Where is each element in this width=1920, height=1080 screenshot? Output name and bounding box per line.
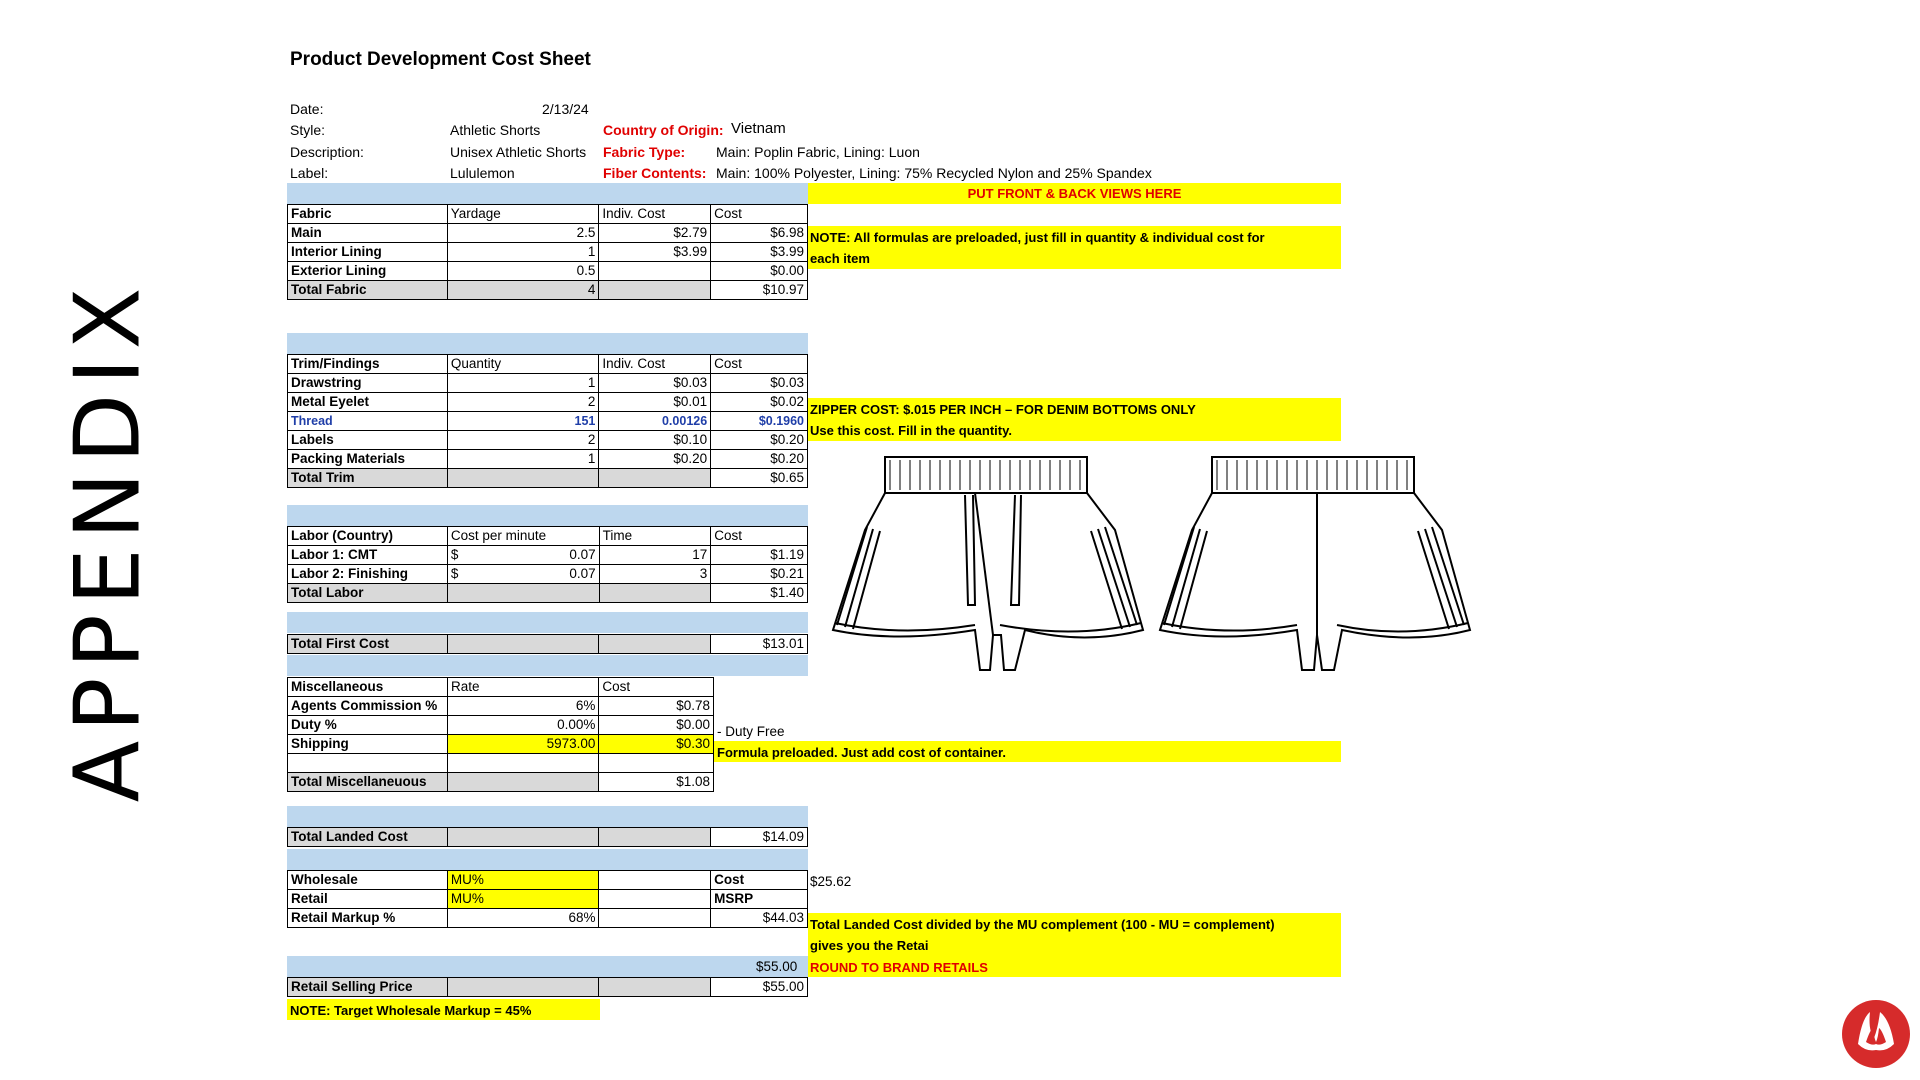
cell	[447, 773, 598, 792]
cell: 1	[447, 243, 599, 262]
cost-header: Cost	[711, 205, 808, 224]
row-label: Total Labor	[288, 584, 448, 603]
cell: $3.99	[599, 243, 711, 262]
cell	[447, 546, 599, 565]
cell: 3	[599, 565, 711, 584]
total-row	[288, 469, 808, 488]
cell: $0.02	[711, 393, 808, 412]
fabric-type-value: Main: Poplin Fabric, Lining: Luon	[716, 144, 920, 160]
wholesale-cost-value: $25.62	[810, 874, 852, 889]
row-label: Duty %	[288, 716, 448, 735]
cell: 0.5	[447, 262, 599, 281]
date-label: Date:	[290, 101, 324, 117]
row-label: Total Trim	[288, 469, 448, 488]
cell	[447, 584, 599, 603]
indiv-cost-header: Indiv. Cost	[599, 355, 711, 374]
currency-symbol: $	[450, 547, 459, 562]
row-label: Metal Eyelet	[288, 393, 448, 412]
table-row	[288, 697, 714, 716]
yardage-header: Yardage	[447, 205, 599, 224]
row-label: Thread	[288, 412, 448, 431]
cell	[447, 565, 599, 584]
fabric-table	[287, 204, 808, 300]
zipper-note: ZIPPER COST: $.015 PER INCH – FOR DENIM BOTTOMS ONLY	[810, 402, 1196, 417]
table-row	[288, 224, 808, 243]
cell	[447, 978, 599, 997]
cell: $0.1960	[711, 412, 808, 431]
cell: MSRP	[711, 890, 808, 909]
cell: MU%	[447, 871, 599, 890]
views-note: PUT FRONT & BACK VIEWS HERE	[967, 186, 1182, 201]
cell: $55.00	[711, 978, 808, 997]
cell: $0.20	[711, 431, 808, 450]
cell: 1	[447, 374, 599, 393]
cell	[599, 828, 711, 847]
table-row	[288, 716, 714, 735]
table-row	[288, 890, 808, 909]
separator-band	[287, 505, 808, 526]
currency-symbol: $	[450, 566, 459, 581]
cell	[288, 754, 448, 773]
misc-header: Miscellaneous	[288, 678, 448, 697]
shorts-front-sketch	[825, 455, 1150, 675]
cell: 1	[447, 450, 599, 469]
table-row	[288, 735, 714, 754]
indiv-cost-header: Indiv. Cost	[599, 205, 711, 224]
table-row	[288, 909, 808, 928]
fabric-type-label: Fabric Type:	[603, 144, 686, 160]
cell: 2	[447, 393, 599, 412]
cell: $0.20	[599, 450, 711, 469]
separator-band	[287, 183, 808, 204]
total-row	[288, 281, 808, 300]
labor-header: Labor (Country)	[288, 527, 448, 546]
cell: $1.40	[711, 584, 808, 603]
total-row	[288, 773, 714, 792]
cell: $1.19	[711, 546, 808, 565]
cell	[599, 469, 711, 488]
selling-price-table	[287, 977, 808, 997]
misc-table	[287, 677, 714, 792]
fiber-contents-value: Main: 100% Polyester, Lining: 75% Recycled Nylon and 25% Spandex	[716, 165, 1152, 181]
cell: $0.00	[711, 262, 808, 281]
cell: 2.5	[447, 224, 599, 243]
row-label: Total Fabric	[288, 281, 448, 300]
cell	[599, 262, 711, 281]
lululemon-logo-icon	[1840, 998, 1912, 1070]
row-label: Shipping	[288, 735, 448, 754]
row-label: Wholesale	[288, 871, 448, 890]
row-label: Labels	[288, 431, 448, 450]
landed-cost-table	[287, 827, 808, 847]
cell	[447, 635, 599, 654]
fabric-header: Fabric	[288, 205, 448, 224]
quantity-header: Quantity	[447, 355, 599, 374]
cell: $0.78	[599, 697, 714, 716]
date-value: 2/13/24	[542, 101, 589, 117]
cell	[599, 909, 711, 928]
cell: $44.03	[711, 909, 808, 928]
cell: 4	[447, 281, 599, 300]
thread-note: Use this cost. Fill in the quantity.	[810, 423, 1013, 438]
table-row	[288, 871, 808, 890]
cell: $14.09	[711, 828, 808, 847]
row-label: Exterior Lining	[288, 262, 448, 281]
table-row	[288, 393, 808, 412]
table-row	[288, 412, 808, 431]
row-label: Total Miscellaneuous	[288, 773, 448, 792]
cost-header: Cost	[711, 527, 808, 546]
cell	[599, 978, 711, 997]
cell: Cost	[711, 871, 808, 890]
rate-value: 0.07	[569, 547, 596, 562]
table-row	[288, 374, 808, 393]
first-cost-table	[287, 634, 808, 654]
row-label: Agents Commission %	[288, 697, 448, 716]
sheet-title: Product Development Cost Sheet	[290, 49, 591, 70]
cell: 2	[447, 431, 599, 450]
rounded-price: $55.00	[756, 959, 798, 974]
pricing-table	[287, 870, 808, 928]
row-label: Labor 2: Finishing	[288, 565, 448, 584]
separator-band	[287, 333, 808, 354]
total-row	[288, 828, 808, 847]
separator-band	[287, 956, 808, 977]
origin-label: Country of Origin:	[603, 122, 724, 138]
row-label: Retail	[288, 890, 448, 909]
cell	[599, 871, 711, 890]
round-note: ROUND TO BRAND RETAILS	[810, 960, 988, 975]
description-label: Description:	[290, 144, 364, 160]
label-label: Label:	[290, 165, 329, 181]
fiber-contents-label: Fiber Contents:	[603, 165, 707, 181]
row-label: Total First Cost	[288, 635, 448, 654]
cell: $0.20	[711, 450, 808, 469]
row-label: Interior Lining	[288, 243, 448, 262]
labor-table	[287, 526, 808, 603]
cell	[447, 828, 599, 847]
table-row	[288, 546, 808, 565]
cell: 5973.00	[447, 735, 598, 754]
cell: 17	[599, 546, 711, 565]
cell: 0.00126	[599, 412, 711, 431]
cell: 151	[447, 412, 599, 431]
cell	[447, 754, 598, 773]
table-row	[288, 262, 808, 281]
row-label: Labor 1: CMT	[288, 546, 448, 565]
time-header: Time	[599, 527, 711, 546]
cell: $0.21	[711, 565, 808, 584]
total-row	[288, 978, 808, 997]
target-note: NOTE: Target Wholesale Markup = 45%	[290, 1003, 532, 1018]
row-label: Packing Materials	[288, 450, 448, 469]
row-label: Retail Markup %	[288, 909, 448, 928]
cell	[599, 635, 711, 654]
row-label: Drawstring	[288, 374, 448, 393]
cell: 6%	[447, 697, 598, 716]
formula-note-line1: NOTE: All formulas are preloaded, just fill in quantity & individual cost for	[810, 230, 1265, 245]
row-label: Main	[288, 224, 448, 243]
cost-header: Cost	[711, 355, 808, 374]
cell: 0.00%	[447, 716, 598, 735]
cell: $6.98	[711, 224, 808, 243]
cell	[599, 584, 711, 603]
style-value: Athletic Shorts	[450, 122, 541, 138]
duty-free-note: - Duty Free	[717, 724, 785, 739]
cost-per-minute-header: Cost per minute	[447, 527, 599, 546]
cell: MU%	[447, 890, 599, 909]
cell: 68%	[447, 909, 599, 928]
shorts-back-sketch	[1152, 455, 1477, 675]
formula-note-line2: each item	[810, 251, 870, 266]
rate-header: Rate	[447, 678, 598, 697]
cell: $2.79	[599, 224, 711, 243]
mu-note-line2: gives you the Retai	[810, 938, 929, 953]
separator-band	[287, 655, 808, 676]
cost-header: Cost	[599, 678, 714, 697]
cell	[447, 469, 599, 488]
cell: $0.03	[599, 374, 711, 393]
cell: $0.30	[599, 735, 714, 754]
separator-band	[287, 849, 808, 870]
table-row	[288, 450, 808, 469]
separator-band	[287, 612, 808, 633]
total-row	[288, 635, 808, 654]
table-row	[288, 243, 808, 262]
cell: $3.99	[711, 243, 808, 262]
cell: $13.01	[711, 635, 808, 654]
origin-value: Vietnam	[731, 120, 786, 137]
style-label: Style:	[290, 122, 326, 138]
separator-band	[287, 806, 808, 827]
rate-value: 0.07	[569, 566, 596, 581]
label-value: Lululemon	[450, 165, 515, 181]
shipping-note: Formula preloaded. Just add cost of container.	[717, 745, 1006, 760]
cell: $10.97	[711, 281, 808, 300]
trim-header: Trim/Findings	[288, 355, 448, 374]
cell: $0.65	[711, 469, 808, 488]
cell	[599, 890, 711, 909]
appendix-heading: APPENDIX	[55, 278, 161, 802]
total-row	[288, 584, 808, 603]
table-row	[288, 754, 714, 773]
mu-note-line1: Total Landed Cost divided by the MU complement (100 - MU = complement)	[810, 917, 1275, 932]
table-row	[288, 565, 808, 584]
row-label: Total Landed Cost	[288, 828, 448, 847]
cell: $0.01	[599, 393, 711, 412]
description-value: Unisex Athletic Shorts	[450, 144, 587, 160]
cell: $0.03	[711, 374, 808, 393]
cell	[599, 281, 711, 300]
cell: $0.00	[599, 716, 714, 735]
cell: $1.08	[599, 773, 714, 792]
row-label: Retail Selling Price	[288, 978, 448, 997]
trim-table	[287, 354, 808, 488]
cell: $0.10	[599, 431, 711, 450]
cell	[599, 754, 714, 773]
table-row	[288, 431, 808, 450]
